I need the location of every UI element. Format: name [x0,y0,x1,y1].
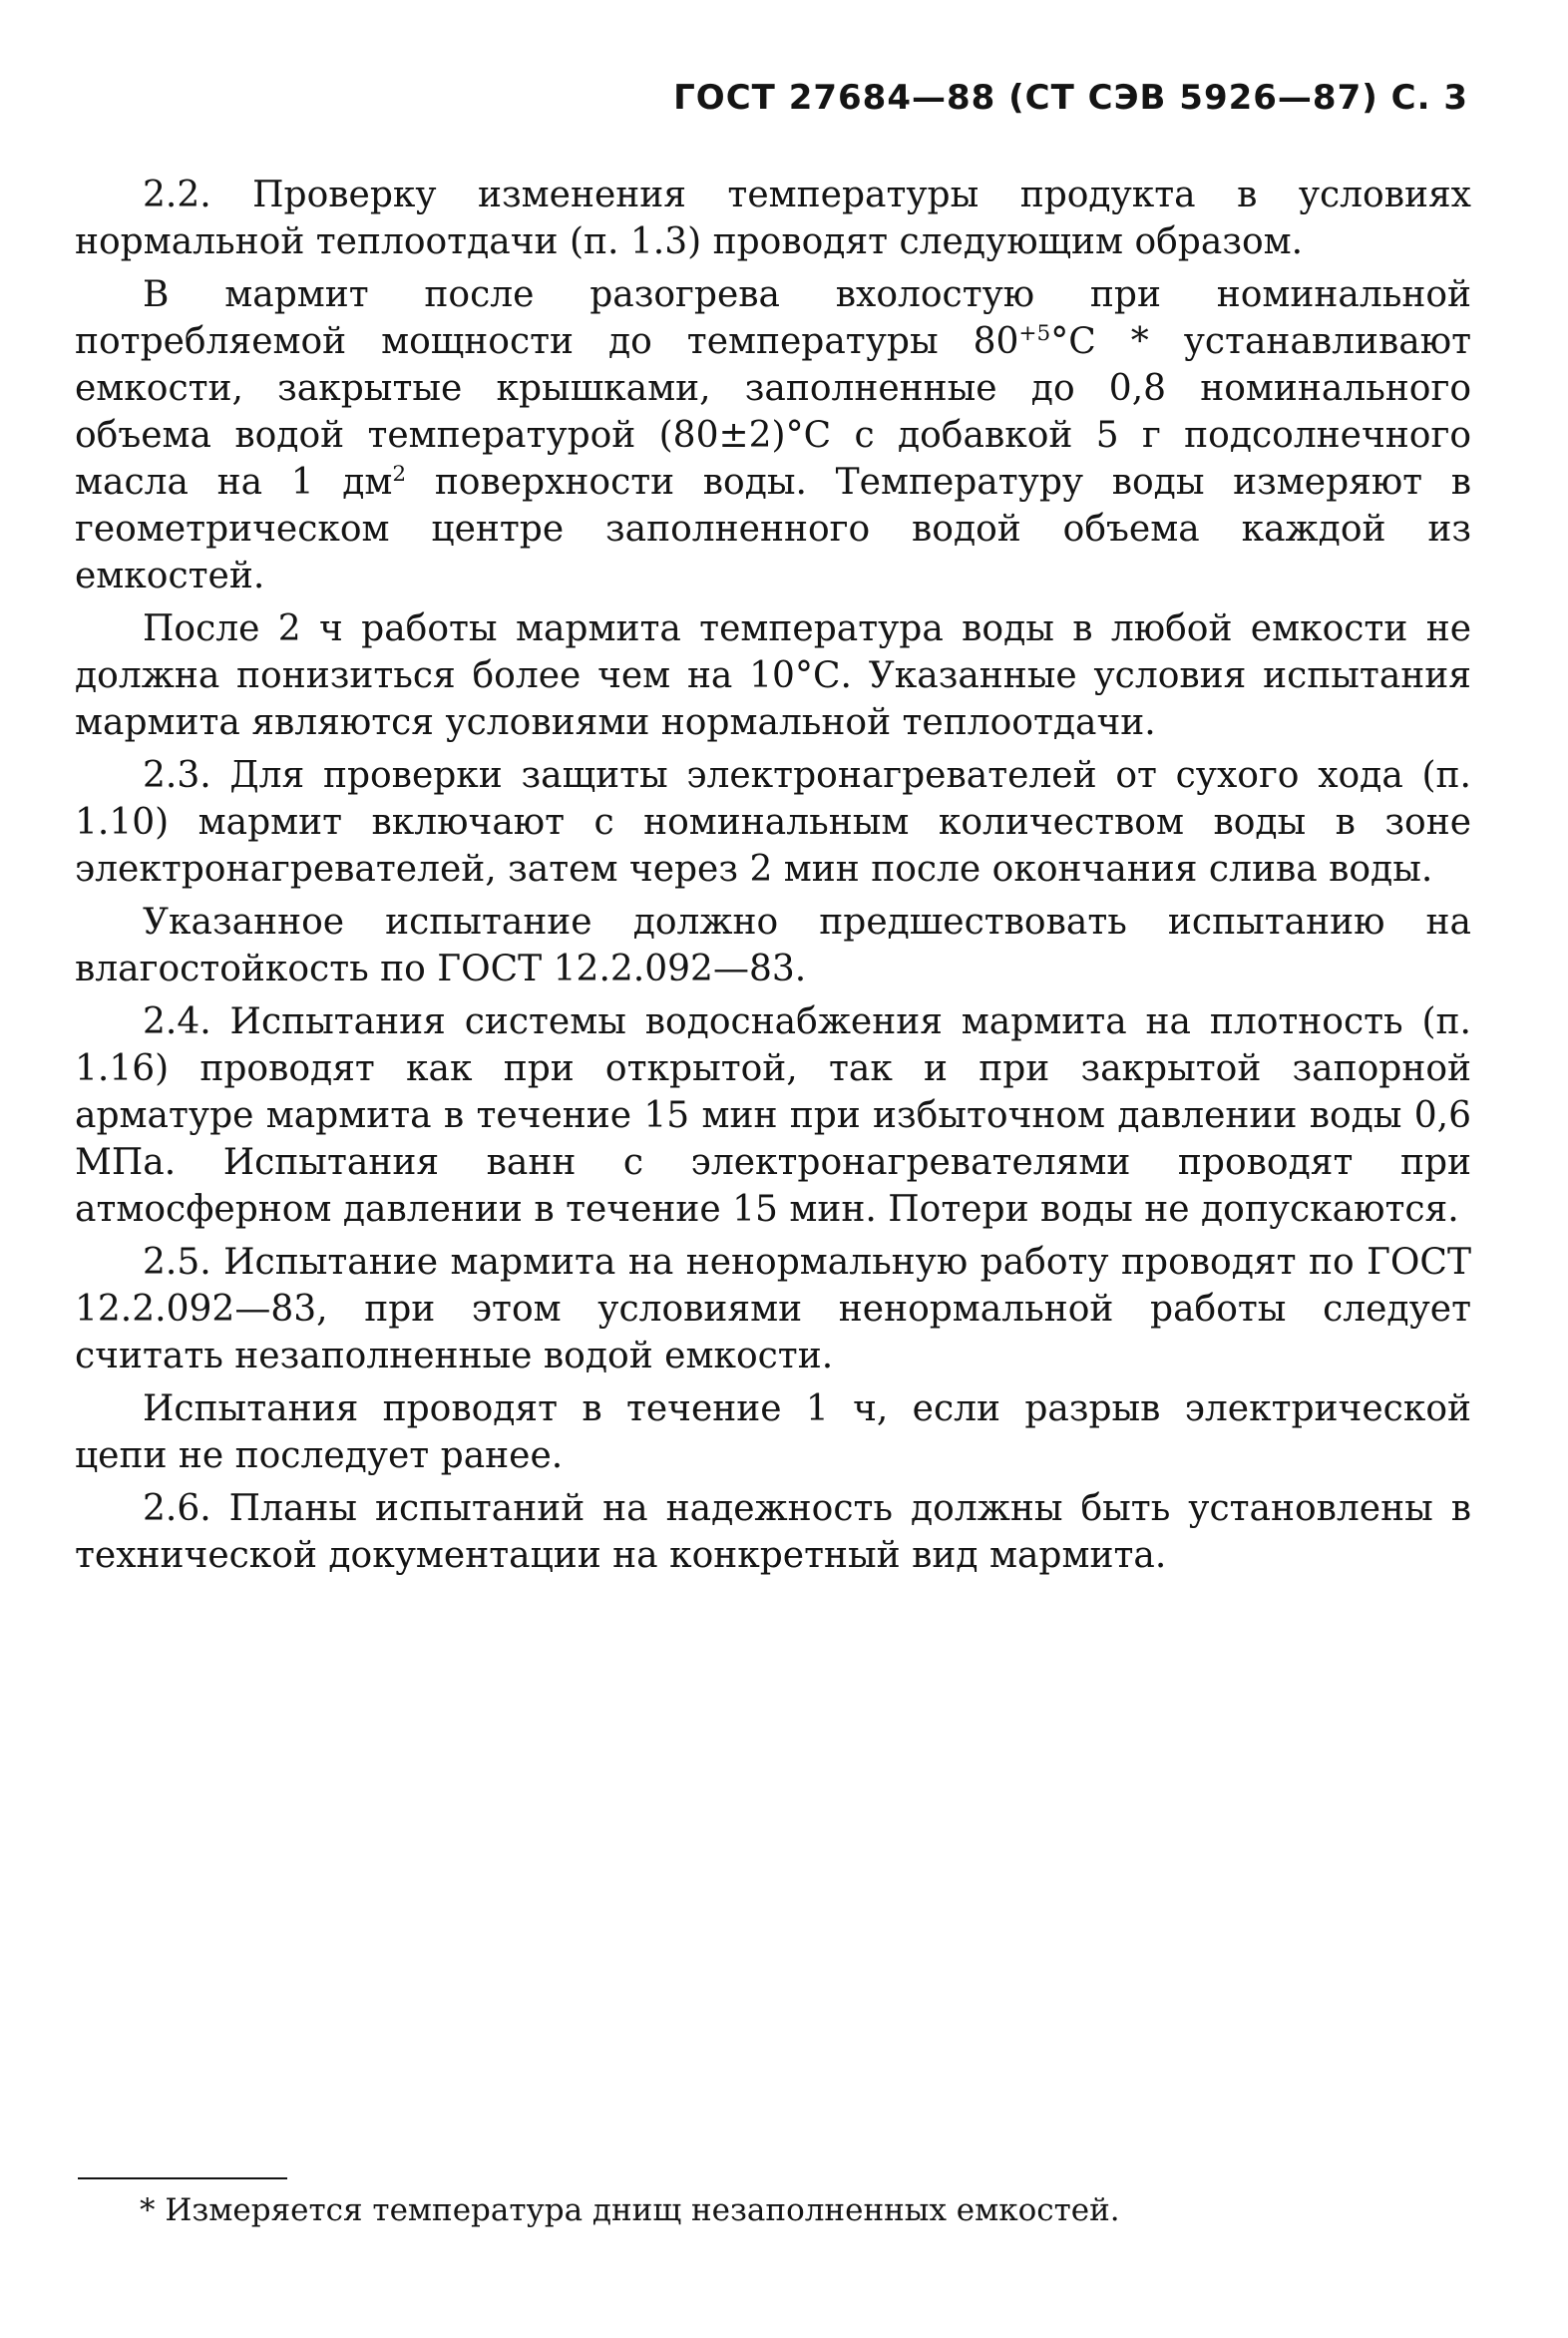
paragraph-2-6: 2.6. Планы испытаний на надежность должны быть установлены в технической документации на конкретный вид мармита. [75,1488,1471,1576]
procedure-text-start: В мармит после разогрева вхолостую при номинальной потребляемой мощности до температуры 80 [75,274,1471,362]
paragraph-2-5: 2.5. Испытание мармита на ненормальную работу проводят по ГОСТ 12.2.092—83, при этом условиями ненормальной работы следует считать незаполненные водой емкости. [75,1242,1471,1376]
paragraph-2-2-result: После 2 ч работы мармита температура воды в любой емкости не должна понизиться более чем на 10°С. Указанные условия испытания мармита являются условиями нормальной теплоотдачи. [75,608,1471,743]
temperature-tolerance: +5 [1018,321,1051,346]
paragraph-2-3-note: Указанное испытание должно предшествовать испытанию на влагостойкость по ГОСТ 12.2.092—83. [75,902,1471,989]
procedure-text-end: поверхности воды. Температуру воды измеряют в геометрическом центре заполненного водой объема каждой из емкостей. [75,462,1471,596]
paragraph-2-2: 2.2. Проверку изменения температуры продукта в условиях нормальной теплоотдачи (п. 1.3) проводят следующим образом. [75,175,1471,262]
running-header: ГОСТ 27684—88 (СТ СЭВ 5926—87) С. 3 [673,78,1468,118]
body-text [75,172,1471,1579]
paragraph-2-2-procedure [75,271,1471,599]
paragraph-2-4: 2.4. Испытания системы водоснабжения мармита на плотность (п. 1.16) проводят как при открытой, так и при закрытой запорной арматуре мармита в течение 15 мин при избыточном давлении воды 0,6 МПа. Испытания ванн с электронагревателями проводят при атмосферном давлении в течение 15 мин. Потери воды не допускаются. [75,1001,1471,1230]
footnote-divider [78,2177,287,2179]
footnote: * Измеряется температура днищ незаполненных емкостей. [140,2192,1120,2228]
procedure-text-middle: °С * устанавливают емкости, закрытые крышками, заполненные до 0,8 номинального объема водой температурой (80±2)°С с добавкой 5 г подсолнечного масла на 1 дм [75,321,1472,503]
paragraph-2-5-duration: Испытания проводят в течение 1 ч, если разрыв электрической цепи не последует ранее. [75,1388,1471,1476]
paragraph-2-3: 2.3. Для проверки защиты электронагревателей от сухого хода (п. 1.10) мармит включают с номинальным количеством воды в зоне электронагревателей, затем через 2 мин после окончания слива воды. [75,755,1471,890]
area-exponent: 2 [392,462,407,487]
